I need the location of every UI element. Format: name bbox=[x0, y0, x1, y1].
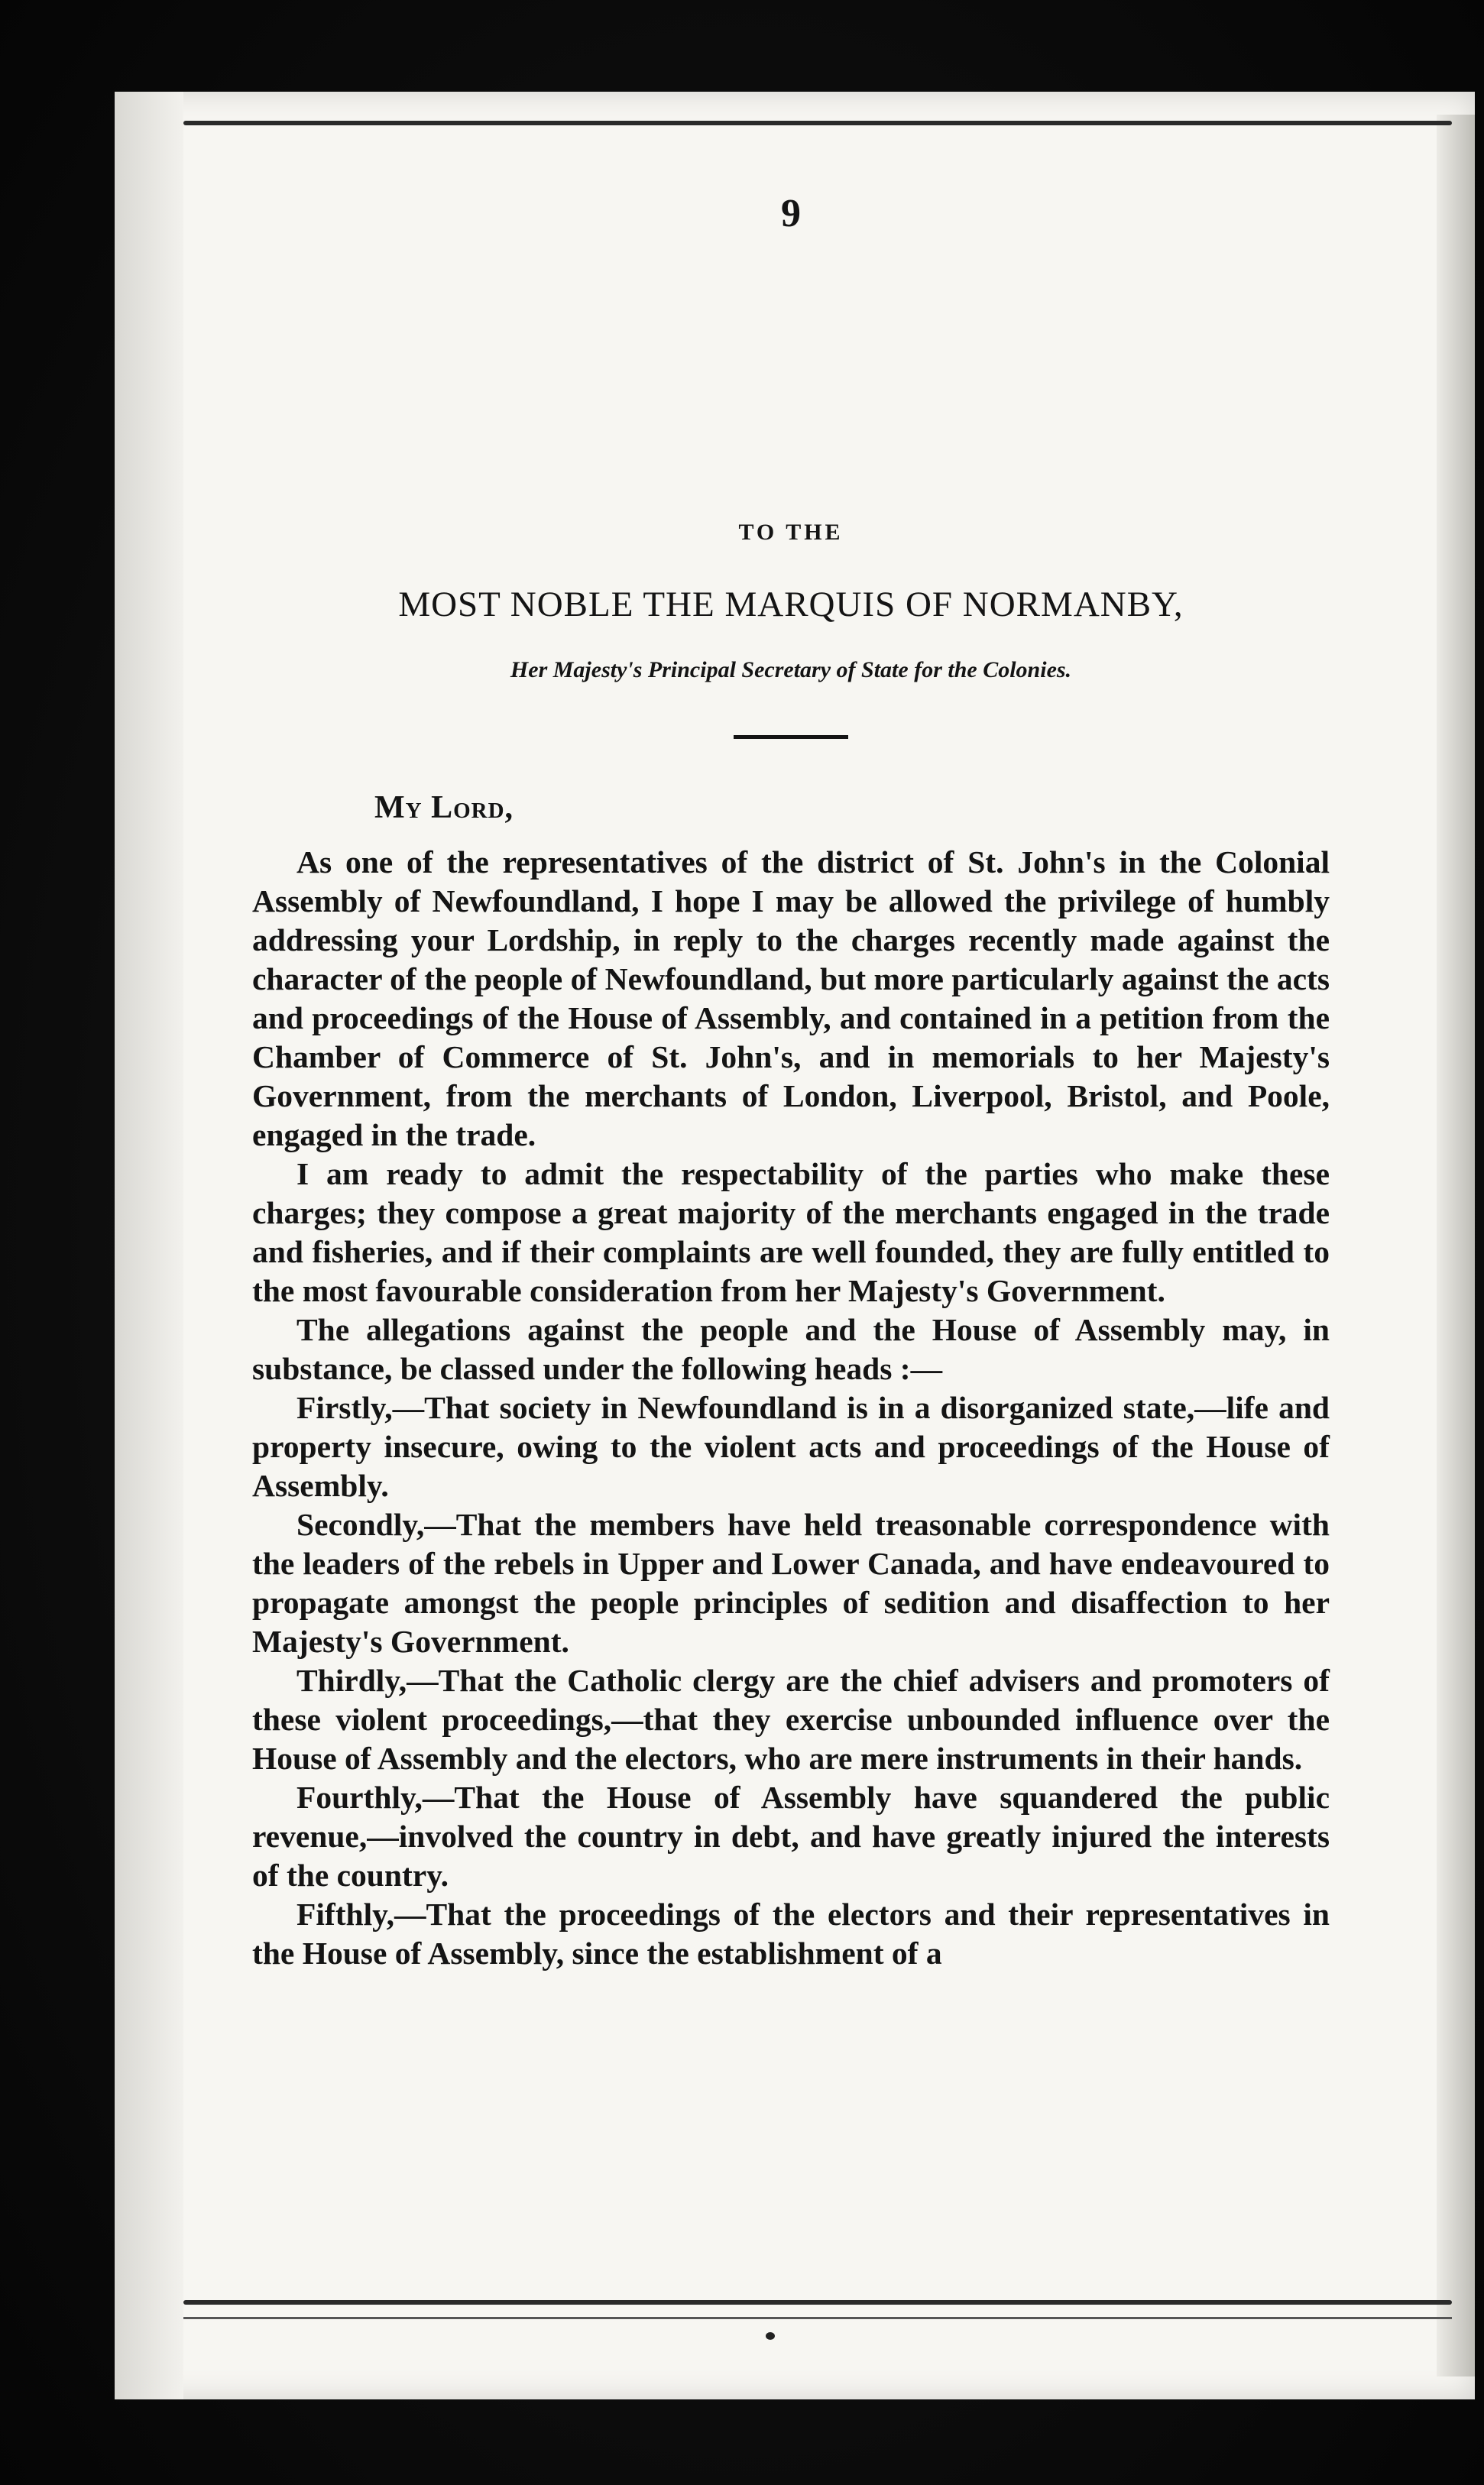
paragraph: Fifthly,—That the proceedings of the electors and their representatives in the House of Assembly, since the establishment of a bbox=[252, 1897, 1330, 1971]
paragraph: I am ready to admit the respectability of the parties who make these charges; they compose a great majority of the merchants engaged in the trade and fisheries, and if their complaints are well founded, they are fully entitled to the most favourable consideration from her Majesty's Government. bbox=[252, 1156, 1330, 1308]
letter-salutation: My Lord, bbox=[374, 790, 514, 825]
section-divider bbox=[734, 735, 848, 739]
addressee-name: MOST NOBLE THE MARQUIS OF NORMANBY, bbox=[398, 585, 1184, 624]
page-number: 9 bbox=[781, 192, 801, 235]
paragraph: As one of the representatives of the district of St. John's in the Colonial Assembly of Newfoundland, I hope I may be allowed the privilege of humbly addressing your Lordship, in reply to the charges recently made against the character of the people of Newfoundland, but more particularly against the acts and proceedings of the House of Assembly, and contained in a petition from the Chamber of Commerce of St. John's, and in memorials to her Majesty's Government, from the merchants of London, Liverpool, Bristol, and Poole, engaged in the trade. bbox=[252, 844, 1330, 1152]
addressee-title: Her Majesty's Principal Secretary of State for the Colonies. bbox=[510, 657, 1072, 682]
bottom-border-rule-thin bbox=[183, 2317, 1452, 2319]
paragraph: Thirdly,—That the Catholic clergy are the chief advisers and promoters of these violent proceedings,—that they exercise unbounded influence over the House of Assembly and the electors, who are mere instruments in their hands. bbox=[252, 1663, 1330, 1776]
paragraph: Fourthly,—That the House of Assembly have squandered the public revenue,—involved the country in debt, and have greatly injured the interests of the country. bbox=[252, 1780, 1330, 1893]
letter-body bbox=[252, 843, 1330, 1973]
paragraph: Secondly,—That the members have held treasonable correspondence with the leaders of the rebels in Upper and Lower Canada, and have endeavoured to propagate amongst the people principles of sedition and disaffection to her Majesty's Government. bbox=[252, 1507, 1330, 1659]
top-border-rule bbox=[183, 121, 1452, 125]
bottom-border-rule bbox=[183, 2300, 1452, 2305]
page-edge bbox=[1437, 115, 1475, 2376]
address-prefix: TO THE bbox=[738, 520, 844, 545]
page-content bbox=[252, 183, 1330, 1973]
page-gutter bbox=[115, 92, 183, 2399]
paragraph: Firstly,—That society in Newfoundland is in a disorganized state,—life and property insecure, owing to the violent acts and proceedings of the House of Assembly. bbox=[252, 1390, 1330, 1503]
footer-mark bbox=[766, 2332, 775, 2340]
paragraph: The allegations against the people and the House of Assembly may, in substance, be classed under the following heads :— bbox=[252, 1312, 1330, 1386]
